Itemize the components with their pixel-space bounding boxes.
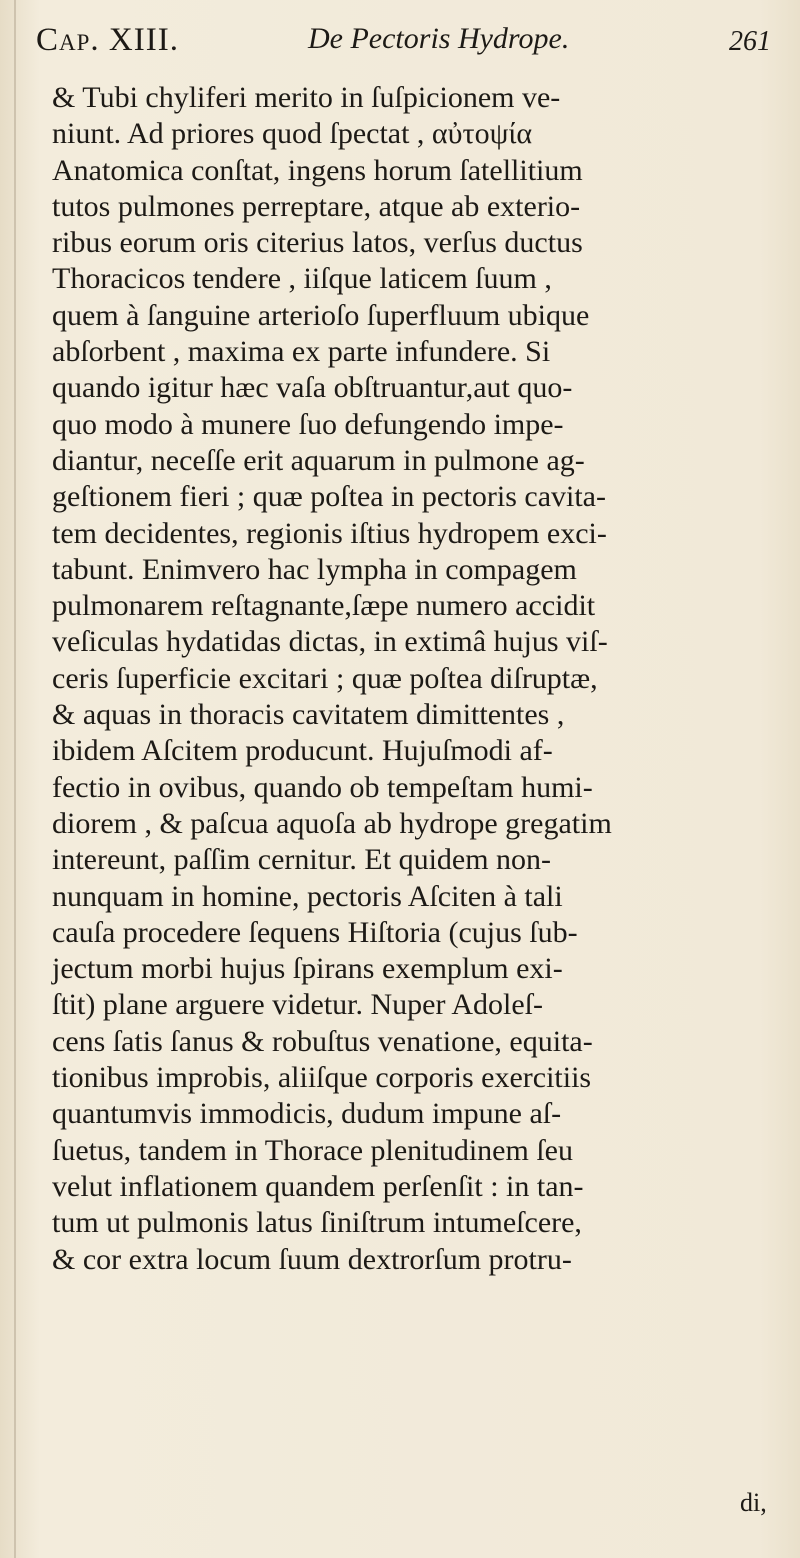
text-line: fectio in ovibus, quando ob tempeſtam humi- bbox=[52, 770, 593, 804]
running-title: De Pectoris Hydrope. bbox=[308, 22, 570, 55]
text-line: ſuetus, tandem in Thorace plenitudinem ſeu bbox=[52, 1133, 573, 1167]
text-line: Thoracicos tendere , iiſque laticem ſuum , bbox=[52, 262, 552, 296]
text-line: pulmonarem reſtagnante,ſæpe numero accidit bbox=[52, 589, 596, 623]
text-line: & aquas in thoracis cavitatem dimittentes , bbox=[52, 698, 565, 732]
text-line: jectum morbi hujus ſpirans exemplum exi- bbox=[52, 952, 563, 986]
catchword: di, bbox=[740, 1488, 767, 1517]
text-line: ribus eorum oris citerius latos, verſus ductus bbox=[52, 226, 583, 260]
text-line: quantumvis immodicis, dudum impune aſ- bbox=[52, 1097, 562, 1131]
text-line: tem decidentes, regionis iſtius hydropem exci- bbox=[52, 516, 607, 550]
chapter-heading: Cap. XIII. bbox=[36, 22, 179, 58]
text-line: veſiculas hydatidas dictas, in extimâ hujus viſ- bbox=[52, 625, 608, 659]
text-line: diorem , & paſcua aquoſa ab hydrope gregatim bbox=[52, 806, 612, 840]
text-line: tum ut pulmonis latus ſiniſtrum intumeſcere, bbox=[52, 1206, 582, 1240]
text-line: velut inflationem quandem perſenſit : in tan- bbox=[52, 1169, 584, 1203]
text-line: abſorbent , maxima ex parte infundere. Si bbox=[52, 335, 551, 369]
text-line: quando igitur hæc vaſa obſtruantur,aut quo- bbox=[52, 371, 573, 405]
text-line: & cor extra locum ſuum dextrorſum protru- bbox=[52, 1242, 572, 1276]
text-line: cauſa procedere ſequens Hiſtoria (cujus ſub- bbox=[52, 915, 578, 949]
text-line: Anatomica conſtat, ingens horum ſatellitium bbox=[52, 153, 583, 187]
text-line: tionibus improbis, aliiſque corporis exercitiis bbox=[52, 1061, 592, 1095]
text-line: & Tubi chyliferi merito in ſuſpicionem ve- bbox=[52, 81, 561, 114]
text-line: niunt. Ad priores quod ſpectat , αὐτοψία bbox=[52, 117, 533, 151]
page-number: 261 bbox=[729, 26, 771, 57]
text-line: ibidem Aſcitem producunt. Hujuſmodi af- bbox=[52, 734, 553, 768]
page-header bbox=[36, 22, 771, 70]
text-line: quem à ſanguine arterioſo ſuperfluum ubique bbox=[52, 298, 590, 332]
text-line: tutos pulmones perreptare, atque ab exterio- bbox=[52, 189, 581, 223]
text-line: diantur, neceſſe erit aquarum in pulmone ag- bbox=[52, 443, 585, 477]
text-line: intereunt, paſſim cernitur. Et quidem non- bbox=[52, 843, 552, 877]
body-text bbox=[52, 80, 782, 1278]
text-line: ceris ſuperficie excitari ; quæ poſtea diſruptæ, bbox=[52, 661, 598, 695]
text-line: geſtionem fieri ; quæ poſtea in pectoris cavita- bbox=[52, 480, 606, 514]
text-line: ſtit) plane arguere videtur. Nuper Adoleſ- bbox=[52, 988, 543, 1022]
text-line: tabunt. Enimvero hac lympha in compagem bbox=[52, 552, 577, 586]
text-line: nunquam in homine, pectoris Aſciten à tali bbox=[52, 879, 563, 913]
text-line: cens ſatis ſanus & robuſtus venatione, equita- bbox=[52, 1024, 593, 1058]
page-gutter bbox=[14, 0, 16, 1558]
text-line: quo modo à munere ſuo defungendo impe- bbox=[52, 407, 564, 441]
